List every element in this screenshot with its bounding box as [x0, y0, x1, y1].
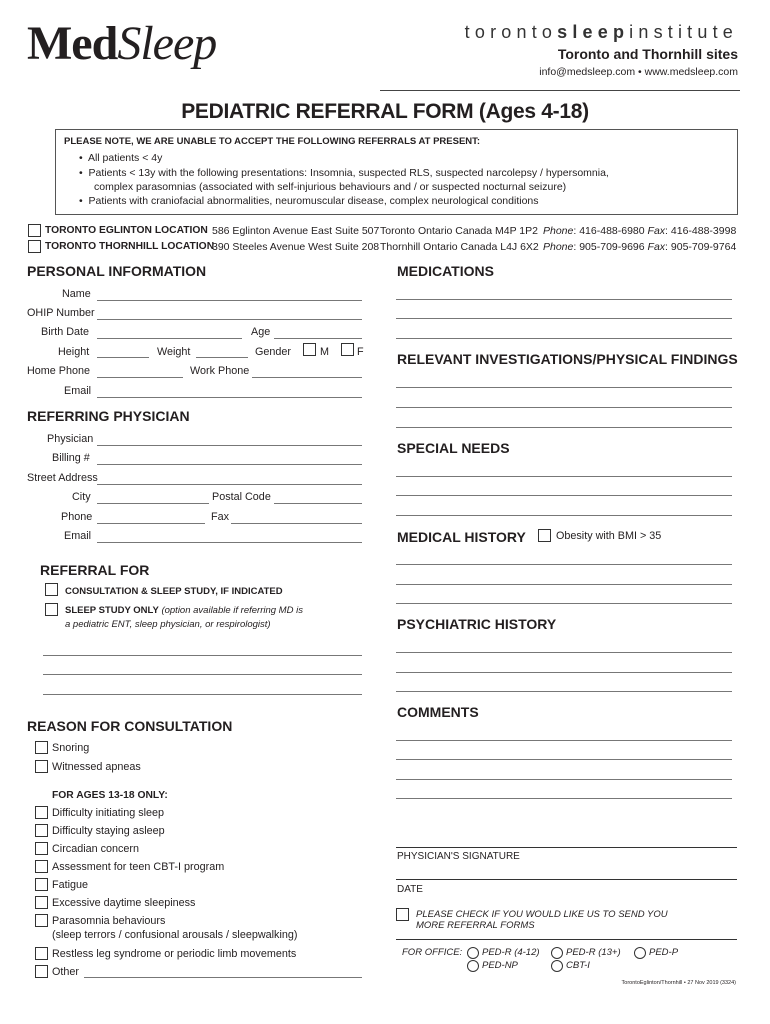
form-title: PEDIATRIC REFERRAL FORM (Ages 4-18) — [181, 100, 589, 123]
ped-r-13-radio[interactable] — [551, 947, 563, 959]
reason-checkbox[interactable] — [35, 896, 48, 909]
reason-item: Difficulty initiating sleep — [52, 807, 165, 819]
phys-email-label: Email — [64, 530, 91, 542]
location-checkbox-thornhill[interactable] — [28, 240, 41, 253]
location-address: 586 Eglinton Avenue East Suite 507 — [212, 225, 380, 237]
gender-label: Gender — [255, 346, 292, 358]
ped-r-13-label: PED-R (13+) — [566, 947, 621, 958]
referral-line[interactable] — [43, 694, 362, 695]
reason-item: Fatigue — [52, 879, 89, 891]
email-field[interactable] — [97, 397, 362, 398]
rls-label: Restless leg syndrome or periodic limb movements — [52, 948, 297, 960]
ped-p-radio[interactable] — [634, 947, 646, 959]
referral-for-heading: REFERRAL FOR — [40, 562, 150, 578]
ohip-label: OHIP Number — [27, 307, 95, 319]
phys-fax-label: Fax — [211, 511, 229, 523]
rls-checkbox[interactable] — [35, 947, 48, 960]
reason-checkbox[interactable] — [35, 860, 48, 873]
sleep-study-label: SLEEP STUDY ONLY (option available if referring MD is — [65, 605, 303, 616]
ped-r-4-12-radio[interactable] — [467, 947, 479, 959]
snoring-checkbox[interactable] — [35, 741, 48, 754]
sites-subtitle: Toronto and Thornhill sites — [557, 46, 738, 62]
birth-date-field[interactable] — [97, 338, 242, 339]
billing-field[interactable] — [97, 464, 362, 465]
ped-r-4-12-label: PED-R (4-12) — [482, 947, 540, 958]
reason-checkbox[interactable] — [35, 878, 48, 891]
medical-history-heading: MEDICAL HISTORY — [397, 529, 526, 545]
parasomnia-detail: (sleep terrors / confusional arousals / sleepwalking) — [52, 929, 298, 941]
name-label: Name — [62, 288, 91, 300]
gender-f-label: F — [357, 346, 364, 358]
investigations-line[interactable] — [396, 387, 732, 388]
consultation-label: CONSULTATION & SLEEP STUDY, IF INDICATED — [65, 586, 283, 597]
work-phone-label: Work Phone — [190, 365, 250, 377]
reason-checkbox[interactable] — [35, 842, 48, 855]
birth-date-label: Birth Date — [41, 326, 90, 338]
apneas-checkbox[interactable] — [35, 760, 48, 773]
institute-name: torontosleepinstitute — [464, 22, 738, 42]
special-needs-line[interactable] — [396, 515, 732, 516]
medications-line[interactable] — [396, 338, 732, 339]
ped-np-radio[interactable] — [467, 960, 479, 972]
obesity-checkbox[interactable] — [538, 529, 551, 542]
snoring-label: Snoring — [52, 742, 90, 754]
parasomnia-checkbox[interactable] — [35, 914, 48, 927]
location-contact: Phone: 905-709-9696 Fax: 905-709-9764 — [543, 241, 737, 253]
reason-item: Difficulty staying asleep — [52, 825, 165, 837]
special-needs-heading: SPECIAL NEEDS — [397, 440, 510, 456]
gender-m-checkbox[interactable] — [303, 343, 316, 356]
other-field[interactable] — [84, 977, 362, 978]
phys-phone-label: Phone — [61, 511, 93, 523]
medications-line[interactable] — [396, 318, 732, 319]
cbt-i-label: CBT-I — [566, 960, 590, 971]
notice-bullet-cont: complex parasomnias (associated with self-injurious behaviours and / or suspected nocturnal seizure) — [94, 181, 567, 193]
psychiatric-line[interactable] — [396, 672, 732, 673]
reason-item: Circadian concern — [52, 843, 140, 855]
parasomnia-label: Parasomnia behaviours — [52, 915, 166, 927]
more-forms-checkbox[interactable] — [396, 908, 409, 921]
phys-email-field[interactable] — [97, 542, 362, 543]
location-city: Thornhill Ontario Canada L4J 6X2 — [380, 241, 539, 253]
cbt-i-radio[interactable] — [551, 960, 563, 972]
home-phone-field[interactable] — [97, 377, 183, 378]
reason-item: Excessive daytime sleepiness — [52, 897, 196, 909]
notice-heading: PLEASE NOTE, WE ARE UNABLE TO ACCEPT THE FOLLOWING REFERRALS AT PRESENT: — [64, 136, 481, 147]
location-city: Toronto Ontario Canada M4P 1P2 — [380, 225, 538, 237]
other-label: Other — [52, 966, 80, 978]
height-field[interactable] — [97, 357, 149, 358]
comments-line[interactable] — [396, 740, 732, 741]
investigations-line[interactable] — [396, 407, 732, 408]
office-label: FOR OFFICE: — [402, 947, 463, 958]
location-name: TORONTO THORNHILL LOCATION — [45, 241, 215, 252]
billing-label: Billing # — [52, 452, 90, 464]
ped-np-label: PED-NP — [482, 960, 518, 971]
psychiatric-line[interactable] — [396, 652, 732, 653]
weight-label: Weight — [157, 346, 191, 358]
email-label: Email — [64, 385, 91, 397]
weight-field[interactable] — [196, 357, 248, 358]
location-name: TORONTO EGLINTON LOCATION — [45, 225, 208, 236]
other-checkbox[interactable] — [35, 965, 48, 978]
investigations-line[interactable] — [396, 427, 732, 428]
notice-bullet: • All patients < 4y — [79, 152, 163, 164]
comments-line[interactable] — [396, 759, 732, 760]
sleep-study-note: a pediatric ENT, sleep physician, or respirologist) — [65, 619, 271, 630]
city-label: City — [72, 491, 91, 503]
consultation-checkbox[interactable] — [45, 583, 58, 596]
notice-bullet: • Patients < 13y with the following presentations: Insomnia, suspected RLS, suspected narcolepsy / hypersomnia, — [79, 167, 609, 179]
street-label: Street Address — [27, 472, 98, 484]
physician-field[interactable] — [97, 445, 362, 446]
gender-m-label: M — [320, 346, 329, 358]
date-field[interactable] — [396, 879, 737, 880]
date-label: DATE — [397, 884, 423, 895]
referral-line[interactable] — [43, 674, 362, 675]
ohip-field[interactable] — [97, 319, 362, 320]
work-phone-field[interactable] — [252, 377, 362, 378]
more-forms-label-2: MORE REFERRAL FORMS — [416, 920, 535, 931]
more-forms-label: PLEASE CHECK IF YOU WOULD LIKE US TO SEND YOU — [416, 909, 668, 920]
medications-line[interactable] — [396, 299, 732, 300]
phys-phone-field[interactable] — [97, 523, 205, 524]
ped-p-label: PED-P — [649, 947, 679, 958]
comments-line[interactable] — [396, 779, 732, 780]
location-contact: Phone: 416-488-6980 Fax: 416-488-3998 — [543, 225, 737, 237]
age-field[interactable] — [274, 338, 362, 339]
age-label: Age — [251, 326, 271, 338]
teen-heading: FOR AGES 13-18 ONLY: — [52, 790, 168, 801]
postal-label: Postal Code — [212, 491, 271, 503]
location-checkbox-eglinton[interactable] — [28, 224, 41, 237]
reason-checkbox[interactable] — [35, 806, 48, 819]
home-phone-label: Home Phone — [27, 365, 91, 377]
apneas-label: Witnessed apneas — [52, 761, 141, 773]
medsleep-logo: MedSleep — [27, 17, 217, 70]
gender-f-checkbox[interactable] — [341, 343, 354, 356]
medical-history-line[interactable] — [396, 603, 732, 604]
medications-heading: MEDICATIONS — [397, 263, 494, 279]
postal-field[interactable] — [274, 503, 362, 504]
physician-label: Physician — [47, 433, 94, 445]
sleep-study-checkbox[interactable] — [45, 603, 58, 616]
name-field[interactable] — [97, 300, 362, 301]
height-label: Height — [58, 346, 90, 358]
reason-checkbox[interactable] — [35, 824, 48, 837]
medical-history-line[interactable] — [396, 584, 732, 585]
city-field[interactable] — [97, 503, 209, 504]
obesity-label: Obesity with BMI > 35 — [556, 530, 662, 542]
referral-line[interactable] — [43, 655, 362, 656]
medical-history-line[interactable] — [396, 564, 732, 565]
special-needs-line[interactable] — [396, 495, 732, 496]
reason-item: Assessment for teen CBT-I program — [52, 861, 225, 873]
special-needs-line[interactable] — [396, 476, 732, 477]
investigations-heading: RELEVANT INVESTIGATIONS/PHYSICAL FINDINGS — [397, 351, 738, 367]
signature-label: PHYSICIAN'S SIGNATURE — [397, 851, 520, 862]
psychiatric-line[interactable] — [396, 691, 732, 692]
comments-heading: COMMENTS — [397, 704, 479, 720]
office-divider — [396, 939, 737, 940]
psychiatric-history-heading: PSYCHIATRIC HISTORY — [397, 616, 557, 632]
contact-info: info@medsleep.com • www.medsleep.com — [539, 66, 738, 78]
footer-code: TorontoEglinton/Thornhill • 27 Nov 2019 (3324) — [621, 980, 736, 986]
personal-info-heading: PERSONAL INFORMATION — [27, 263, 207, 279]
reason-heading: REASON FOR CONSULTATION — [27, 718, 233, 734]
phys-fax-field[interactable] — [231, 523, 362, 524]
referring-physician-heading: REFERRING PHYSICIAN — [27, 408, 190, 424]
signature-field[interactable] — [396, 847, 737, 848]
notice-bullet: • Patients with craniofacial abnormalities, neuromuscular disease, complex neurological conditions — [79, 195, 539, 207]
location-address: 390 Steeles Avenue West Suite 208 — [212, 241, 380, 253]
street-field[interactable] — [97, 484, 362, 485]
header-divider — [380, 90, 740, 91]
comments-line[interactable] — [396, 798, 732, 799]
